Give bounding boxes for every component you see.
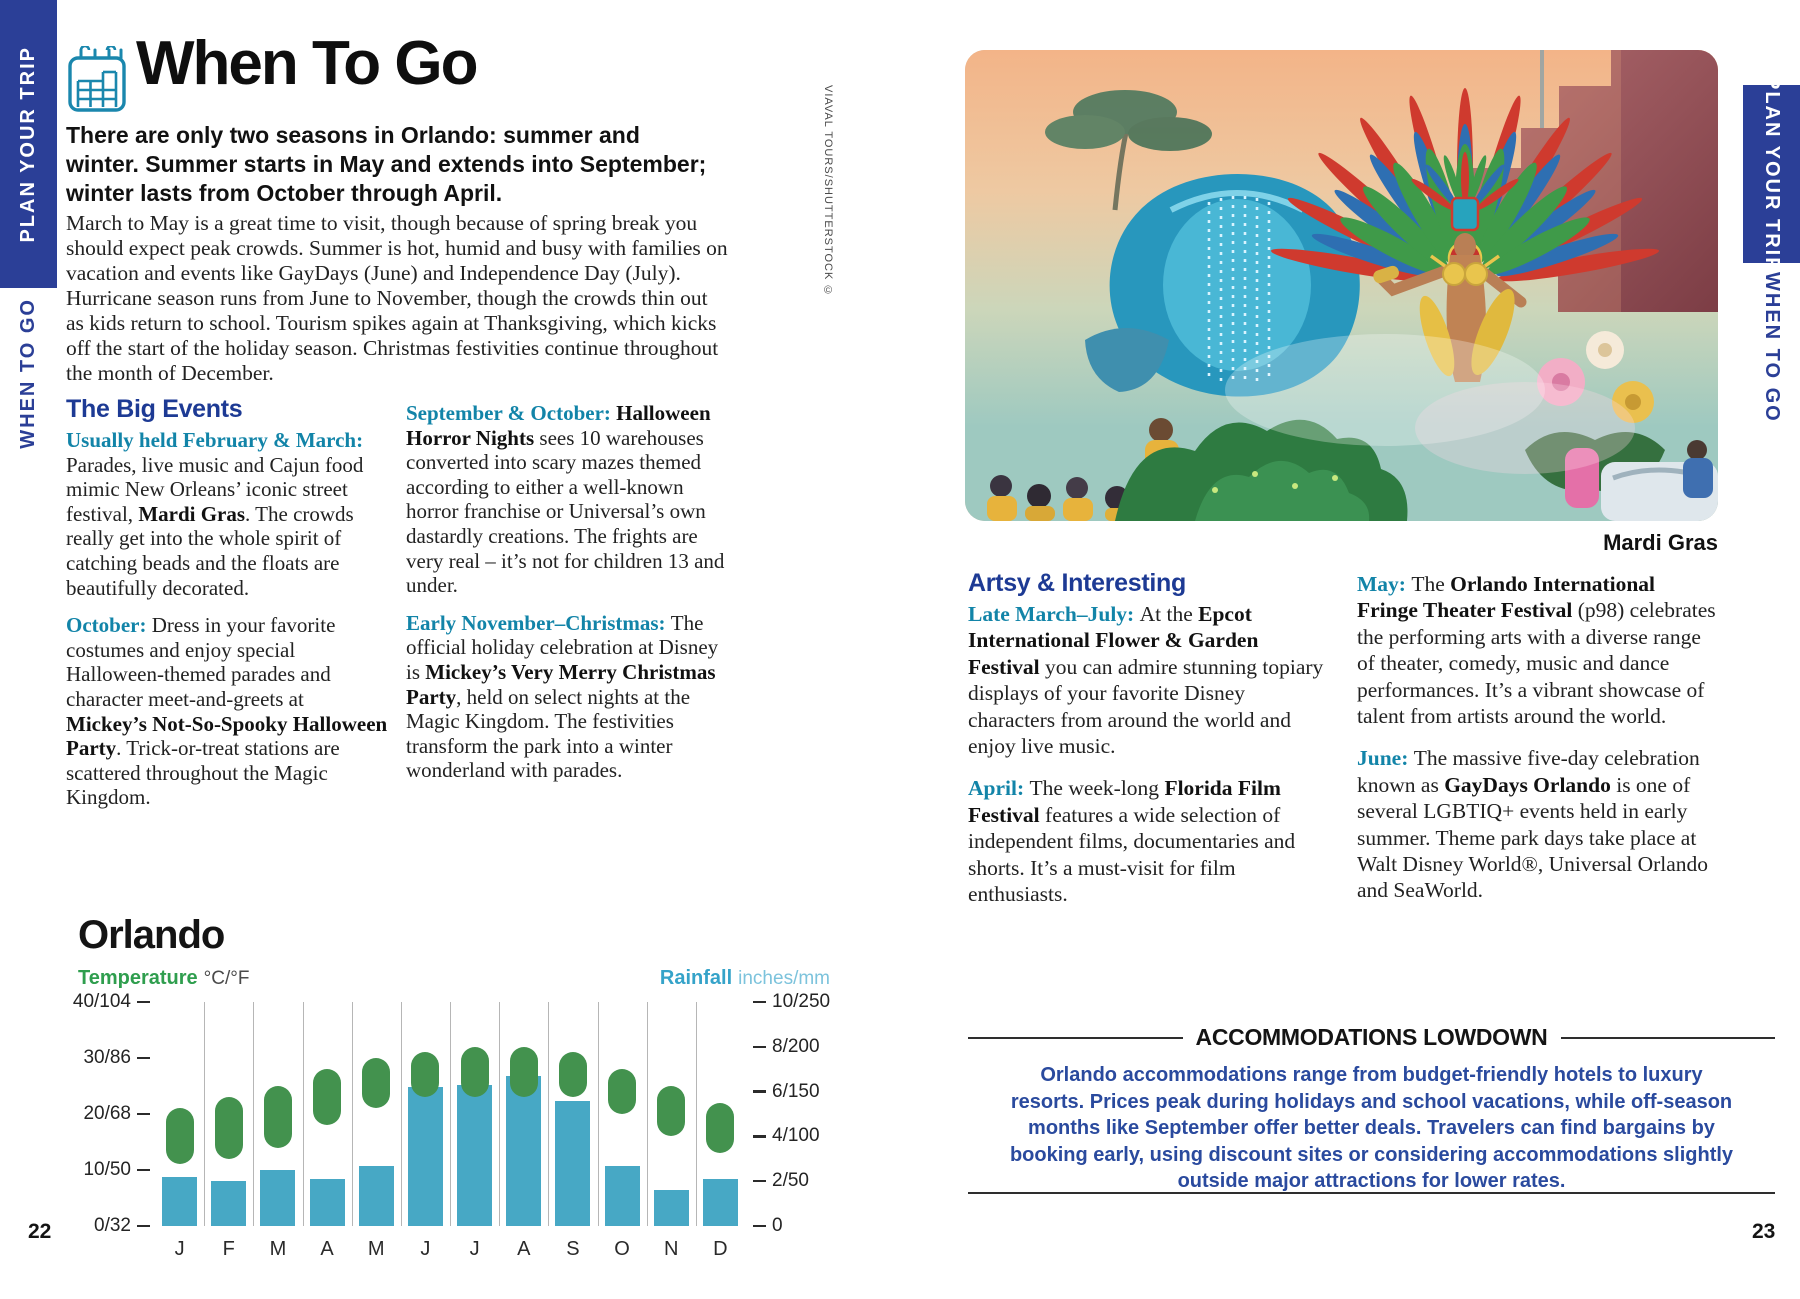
text-segment-lead: June: <box>1357 746 1414 771</box>
temperature-unit: °C/°F <box>203 968 250 989</box>
page-number-left: 22 <box>28 1220 52 1243</box>
chart-title: Orlando <box>78 913 225 957</box>
rainfall-bar-N10 <box>654 1190 689 1226</box>
month-label-J5: J <box>420 1238 431 1260</box>
text-segment-plain: . The crowds really get into the whole spirit of catching beads and the floats are beautifully decorated. <box>66 501 354 600</box>
temperature-range-pill-J0 <box>166 1108 194 1164</box>
axis-tick: 10/250 <box>753 991 830 1013</box>
rule-left <box>968 1037 1183 1039</box>
rainfall-bar-M4 <box>359 1166 394 1227</box>
temperature-range-pill-M4 <box>362 1058 390 1108</box>
sidebar-tab-label: PLAN YOUR TRIP <box>1761 75 1783 273</box>
big-events-column-2 <box>406 401 733 796</box>
intro-lead: There are only two seasons in Orlando: summer and winter. Summer starts in May and extends into September; winter lasts from October through April. <box>66 122 707 206</box>
temperature-range-pill-D11 <box>706 1103 734 1153</box>
text-segment-plain: The massive five-day celebration known as <box>1357 746 1700 797</box>
chart-gridline <box>696 1002 697 1226</box>
sidebar-tab-plan-your-trip-left <box>0 0 57 288</box>
chart-gridline <box>401 1002 402 1226</box>
photo-credit-text: VIAVAL TOURS/SHUTTERSTOCK © <box>822 85 834 298</box>
paragraph-october-halloween <box>66 613 388 810</box>
rainfall-bar-J5 <box>408 1087 443 1226</box>
text-segment-bold: Mickey’s Very Merry Christmas Party <box>406 659 716 709</box>
sidebar-section-label: WHEN TO GO <box>17 298 39 449</box>
text-segment-plain: sees 10 warehouses converted into scary mazes themed according to either a well-known horror franchise or Universal’s own dastardly creations. The frights are very real – it’s not for children 13 and under. <box>406 425 725 598</box>
temperature-range-pill-O9 <box>608 1069 636 1114</box>
section-heading-big-events: The Big Events <box>66 395 243 423</box>
rainfall-bar-A7 <box>506 1076 541 1226</box>
month-label-O9: O <box>614 1238 630 1260</box>
text-segment-plain: The <box>1411 572 1451 596</box>
accommodations-heading: ACCOMMODATIONS LOWDOWN <box>1195 1024 1548 1050</box>
accommodations-lowdown <box>968 1024 1775 1195</box>
month-label-M2: M <box>269 1238 287 1260</box>
paragraph-gaydays-orlando <box>1357 745 1718 903</box>
text-segment-plain: The week-long <box>1029 776 1165 801</box>
chart-gridline <box>548 1002 549 1226</box>
temperature-range-pill-A7 <box>510 1047 538 1097</box>
rainfall-bar-A3 <box>310 1179 345 1226</box>
text-segment-plain: is one of several LGBTIQ+ events held in early summer. Theme park days take place at Walt Disney World®, Universal Orlando and SeaWorld. <box>1357 772 1709 903</box>
chart-gridline <box>450 1002 451 1226</box>
chart-plot <box>155 1002 745 1226</box>
chart-gridline <box>352 1002 353 1226</box>
temperature-range-pill-M2 <box>264 1086 292 1148</box>
sidebar-tab-label: PLAN YOUR TRIP <box>17 45 39 243</box>
text-segment-lead: Late March–July: <box>968 602 1140 626</box>
axis-tick: 10/50 <box>83 1159 150 1181</box>
axis-tick: 0/32 <box>94 1215 150 1237</box>
text-segment-plain: features a wide selection of independent films, documentaries and shorts. It’s a must-visit for film enthusiasts. <box>968 802 1296 907</box>
mardi-gras-photo-art <box>965 50 1718 521</box>
chart-gridline <box>598 1002 599 1226</box>
text-segment-lead: October: <box>66 613 152 638</box>
month-label-J6: J <box>469 1238 480 1260</box>
text-segment-lead: April: <box>968 776 1030 801</box>
accommodations-body: Orlando accommodations range from budget-friendly hotels to luxury resorts. Prices peak during holidays and school vacations, while off-season months like September offer better deals. Travelers can find bargains by booking early, using discount sites or considering accommodations slightly outside major attractions for lower rates. <box>1009 1064 1734 1192</box>
accommodations-header <box>968 1024 1775 1051</box>
temperature-range-pill-J6 <box>461 1047 489 1097</box>
paragraph-mardi-gras <box>66 428 388 600</box>
chart-gridline <box>647 1002 648 1226</box>
chart-gridline <box>253 1002 254 1226</box>
month-label-A3: A <box>320 1238 334 1260</box>
axis-tick: 0 <box>753 1215 783 1237</box>
text-segment-plain: Dress in your favorite costumes and enjoy special Halloween-themed parades and character meet-and-greets at <box>66 613 336 711</box>
rainfall-bar-D11 <box>703 1179 738 1226</box>
chart-gridline <box>499 1002 500 1226</box>
text-segment-plain: The official holiday celebration at Disney is <box>406 610 719 684</box>
rainfall-axis-label <box>660 967 830 990</box>
sidebar-section-when-to-go-right <box>1743 272 1800 432</box>
temperature-range-pill-J5 <box>411 1052 439 1097</box>
rainfall-bar-M2 <box>260 1170 295 1226</box>
text-segment-bold: Florida Film Festival <box>968 776 1281 827</box>
rainfall-unit: inches/mm <box>738 968 830 989</box>
photo-caption: Mardi Gras <box>1603 530 1718 555</box>
paragraph-florida-film-festival <box>968 775 1325 907</box>
temperature-range-pill-S8 <box>559 1052 587 1097</box>
rule-bottom <box>968 1192 1775 1194</box>
temperature-label: Temperature <box>78 967 198 989</box>
text-segment-bold: Mardi Gras <box>138 501 246 526</box>
temperature-range-pill-N10 <box>657 1086 685 1136</box>
text-segment-plain: Parades, live music and Cajun food mimic New Orleans’ iconic street festival, <box>66 452 364 526</box>
paragraph-very-merry-christmas <box>406 611 733 783</box>
paragraph-horror-nights <box>406 401 733 598</box>
rule-right <box>1561 1037 1776 1039</box>
rainfall-bar-O9 <box>605 1166 640 1227</box>
month-label-F1: F <box>222 1238 235 1260</box>
sidebar-section-when-to-go-left <box>0 298 57 473</box>
month-axis <box>155 1238 745 1266</box>
sidebar-tab-plan-your-trip-right <box>1743 75 1800 273</box>
paragraph-flower-garden-festival <box>968 601 1325 759</box>
page-number-right: 23 <box>1752 1220 1776 1243</box>
mardi-gras-photo <box>965 50 1718 521</box>
calendar-icon <box>66 46 128 114</box>
text-segment-lead: Usually held February & March: <box>66 428 364 452</box>
page-title: When To Go <box>136 29 477 98</box>
text-segment-plain: you can admire stunning topiary displays of your favorite Disney characters from around the world and enjoy live music. <box>968 654 1324 759</box>
axis-tick: 4/100 <box>753 1125 820 1147</box>
section-heading-artsy-interesting: Artsy & Interesting <box>968 569 1186 597</box>
axis-tick: 6/150 <box>753 1081 820 1103</box>
text-segment-bold: Orlando International Fringe Theater Festival <box>1357 572 1656 623</box>
climate-chart <box>66 905 858 1297</box>
axis-tick: 8/200 <box>753 1036 820 1058</box>
artsy-column-2 <box>1357 571 1718 920</box>
sidebar-section-label: WHEN TO GO <box>1761 272 1783 423</box>
rainfall-tick-labels <box>753 991 858 1236</box>
month-label-J0: J <box>174 1238 185 1260</box>
text-segment-lead: Early November–Christmas: <box>406 610 671 635</box>
text-segment-plain: . Trick-or-treat stations are scattered throughout the Magic Kingdom. <box>66 736 340 810</box>
month-label-D11: D <box>713 1238 728 1260</box>
temperature-tick-labels <box>66 991 150 1236</box>
rainfall-bar-J6 <box>457 1085 492 1226</box>
rainfall-bar-S8 <box>555 1101 590 1226</box>
artsy-column-1 <box>968 601 1325 923</box>
photo-credit <box>822 85 838 302</box>
intro-body: March to May is a great time to visit, though because of spring break you should expect peak crowds. Summer is hot, humid and busy with families on vacation and events like GayDays (June) and Independence Day (July). Hurricane season runs from June to November, though the crowds thin out as kids return to school. Tourism spikes again at Thanksgiving, which kicks off the start of the holiday season. Christmas festivities continue throughout the month of December. <box>66 211 728 385</box>
text-segment-bold: GayDays Orlando <box>1444 772 1611 797</box>
temperature-axis-label <box>78 967 249 990</box>
text-segment-plain: (p98) celebrates the performing arts with a diverse range of theater, comedy, music and dance performances. It’s a vibrant showcase of talent from artists around the world. <box>1357 598 1716 729</box>
text-segment-lead: May: <box>1357 572 1412 596</box>
axis-tick: 2/50 <box>753 1170 809 1192</box>
chart-gridline <box>303 1002 304 1226</box>
text-segment-plain: At the <box>1139 602 1199 626</box>
month-label-N10: N <box>664 1238 679 1260</box>
month-label-S8: S <box>566 1238 580 1260</box>
chart-plot-area <box>66 991 858 1282</box>
text-segment-bold: Halloween Horror Nights <box>406 401 711 450</box>
temperature-range-pill-F1 <box>215 1097 243 1159</box>
chart-gridline <box>204 1002 205 1226</box>
paragraph-fringe-theater-festival <box>1357 571 1718 729</box>
rainfall-bar-J0 <box>162 1177 197 1226</box>
text-segment-lead: September & October: <box>406 401 617 425</box>
text-segment-plain: , held on select nights at the Magic Kingdom. The festivities transform the park into a winter wonderland with parades. <box>406 684 691 783</box>
text-segment-bold: Epcot International Flower & Garden Festival <box>968 602 1259 679</box>
text-segment-bold: Mickey’s Not-So-Spooky Halloween Party <box>66 711 388 761</box>
temperature-range-pill-A3 <box>313 1069 341 1125</box>
axis-tick: 30/86 <box>83 1047 150 1069</box>
month-label-A7: A <box>517 1238 531 1260</box>
axis-tick: 20/68 <box>83 1103 150 1125</box>
axis-tick: 40/104 <box>73 991 150 1013</box>
month-label-M4: M <box>367 1238 385 1260</box>
rainfall-label: Rainfall <box>659 967 733 989</box>
rainfall-bar-F1 <box>211 1181 246 1226</box>
big-events-column-1 <box>66 428 388 823</box>
